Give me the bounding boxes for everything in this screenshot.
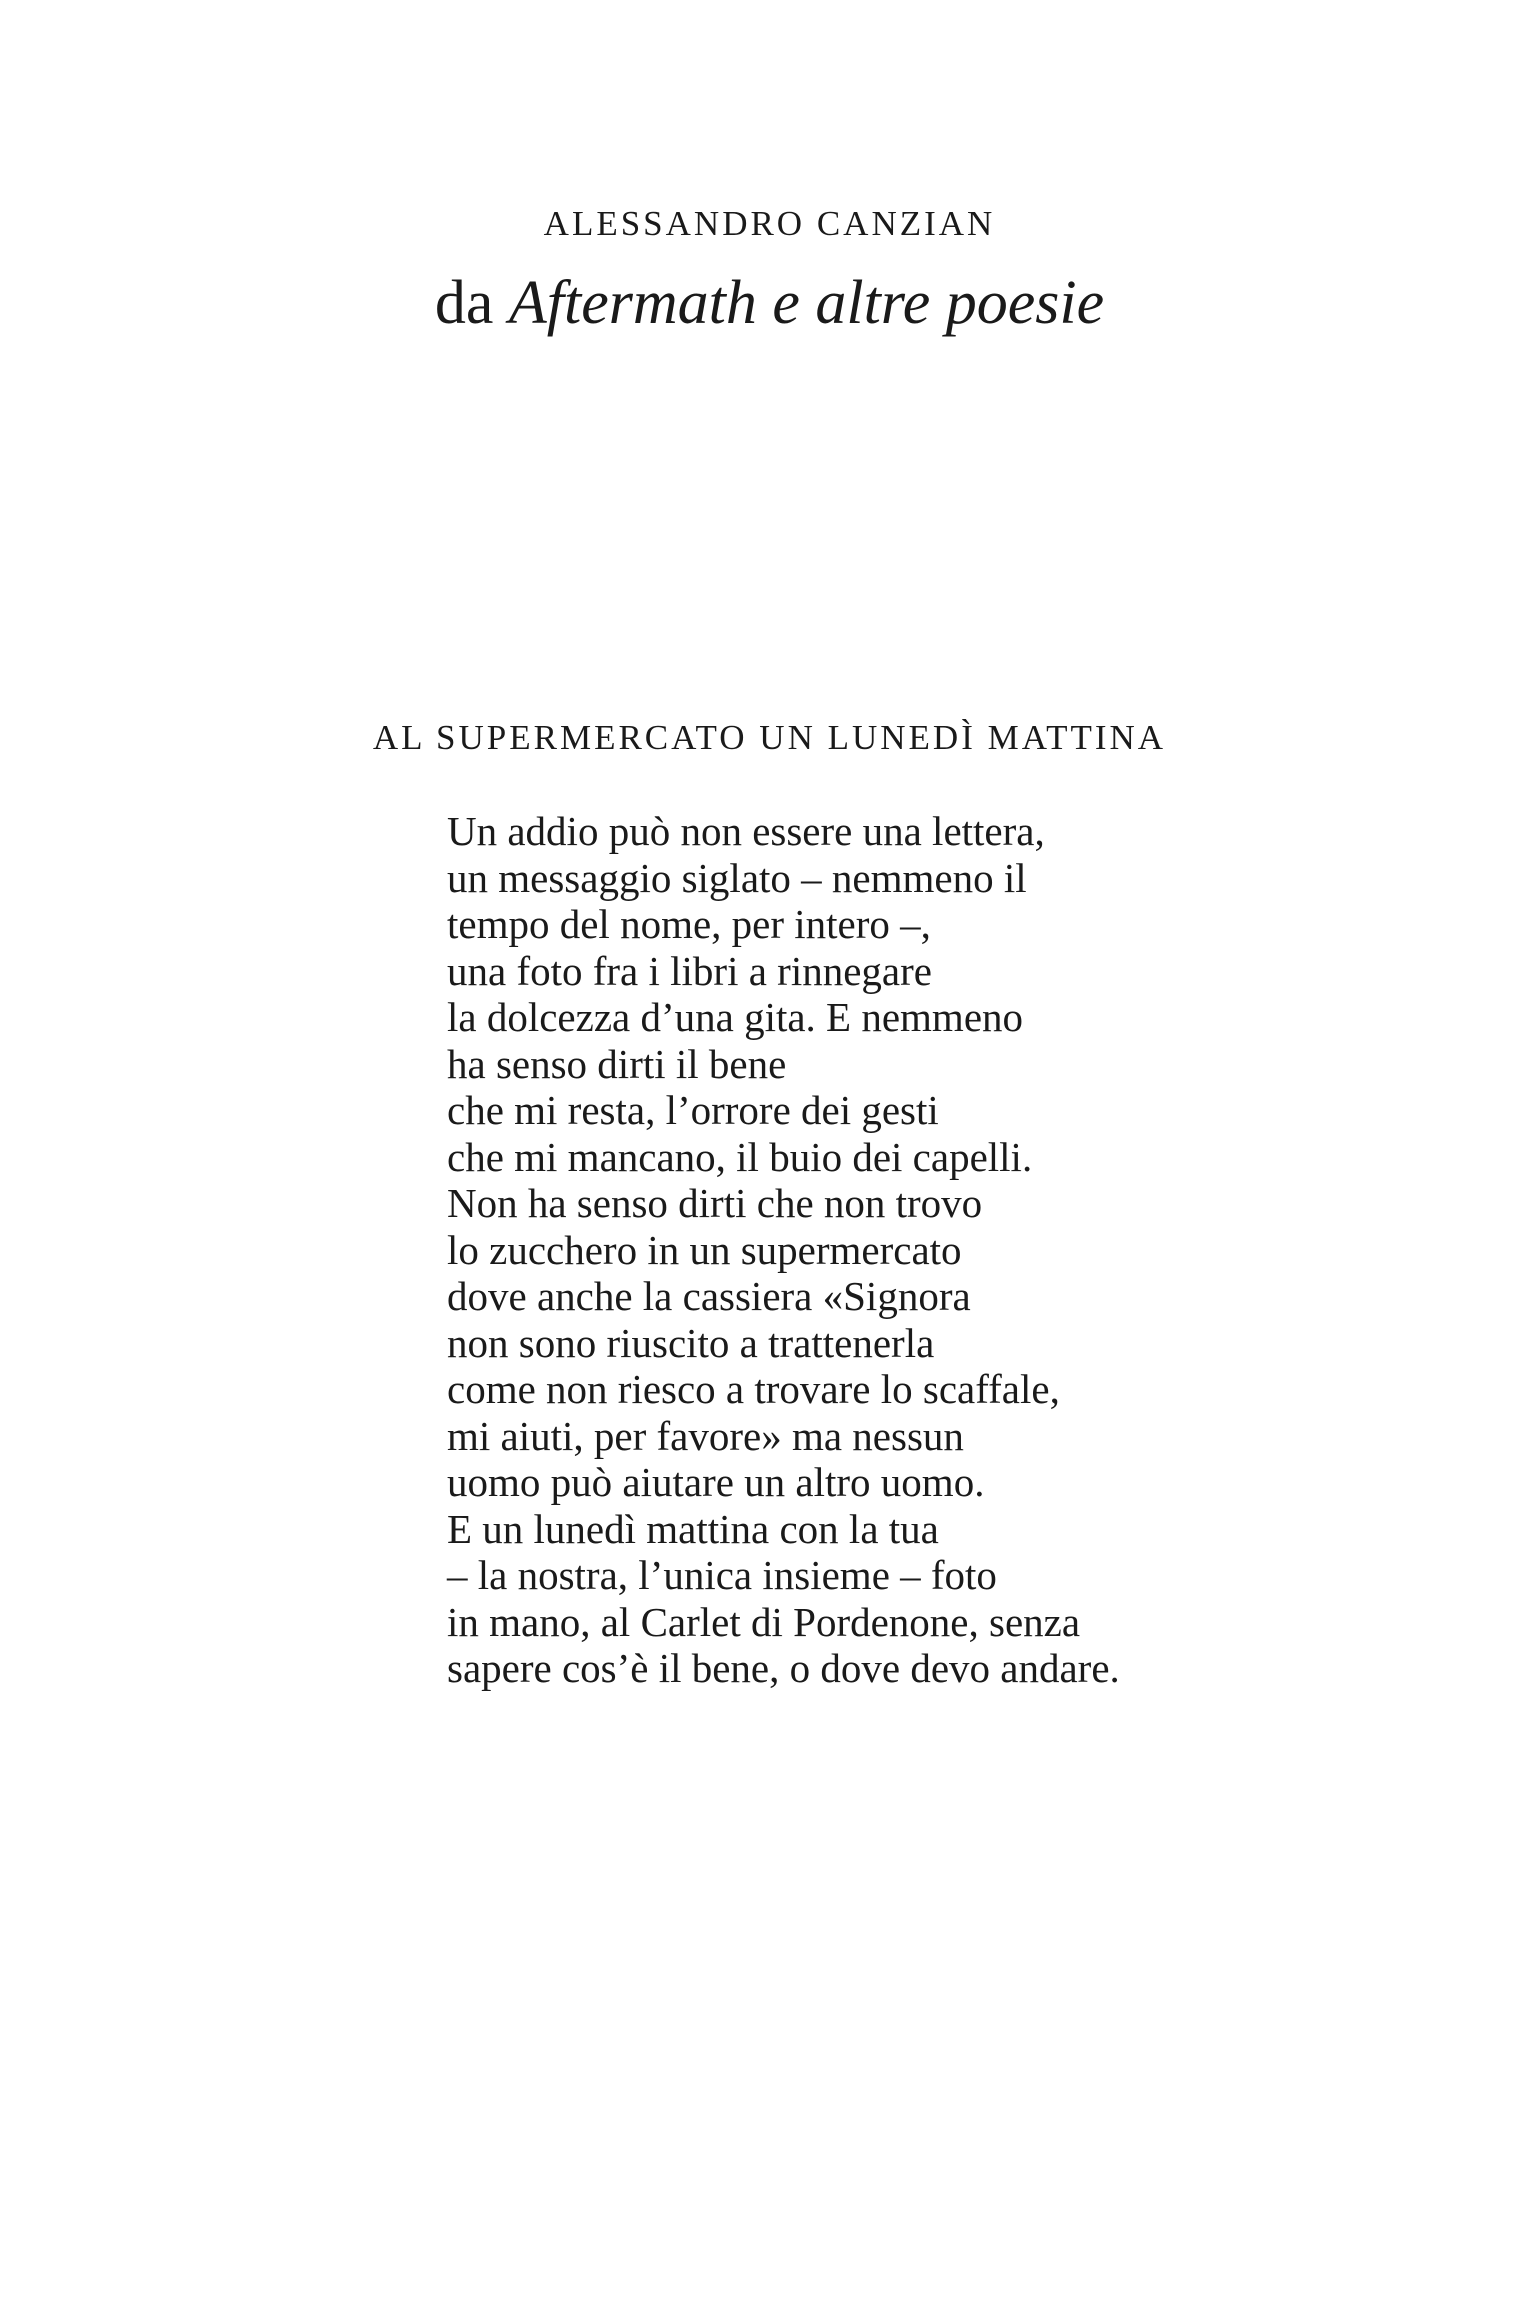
poem-line: uomo può aiutare un altro uomo.	[447, 1459, 985, 1505]
poem-line: come non riesco a trovare lo scaffale,	[447, 1366, 1060, 1412]
poem-line: che mi mancano, il buio dei capelli.	[447, 1133, 1033, 1180]
poem-line: la dolcezza d’una gita. E nemmeno	[447, 994, 1024, 1040]
poem-line: Non ha senso dirti che non trovo	[447, 1180, 983, 1226]
poem-line: in mano, al Carlet di Pordenone, senza	[447, 1598, 1081, 1645]
poem-line: un messaggio siglato – nemmeno il	[447, 854, 1027, 901]
poem-line: – la nostra, l’unica insieme – foto	[447, 1552, 997, 1598]
book-title-prefix: da	[434, 269, 494, 337]
poem-line: non sono riuscito a trattenerla	[447, 1319, 935, 1366]
poem-title: AL SUPERMERCATO UN LUNEDÌ MATTINA	[372, 718, 1167, 757]
poem-line: dove anche la cassiera «Signora	[447, 1273, 971, 1319]
poem-line: sapere cos’è il bene, o dove devo andare.	[447, 1645, 1120, 1691]
poem-line: lo zucchero in un supermercato	[447, 1226, 962, 1273]
author-name: ALESSANDRO CANZIAN	[543, 204, 996, 243]
poem-line: una foto fra i libri a rinnegare	[447, 947, 932, 994]
poem-line: che mi resta, l’orrore dei gesti	[447, 1087, 939, 1133]
poem-line: Un addio può non essere una lettera,	[447, 808, 1045, 854]
poem-body	[447, 808, 1347, 1692]
book-title	[0, 268, 1539, 339]
poem-line: tempo del nome, per intero –,	[447, 901, 931, 947]
poem-line: ha senso dirti il bene	[447, 1040, 787, 1087]
poem-line: E un lunedì mattina con la tua	[447, 1505, 939, 1552]
book-title-italic: Aftermath e altre poesie	[508, 269, 1105, 337]
poem-line: mi aiuti, per favore» ma nessun	[447, 1412, 964, 1459]
